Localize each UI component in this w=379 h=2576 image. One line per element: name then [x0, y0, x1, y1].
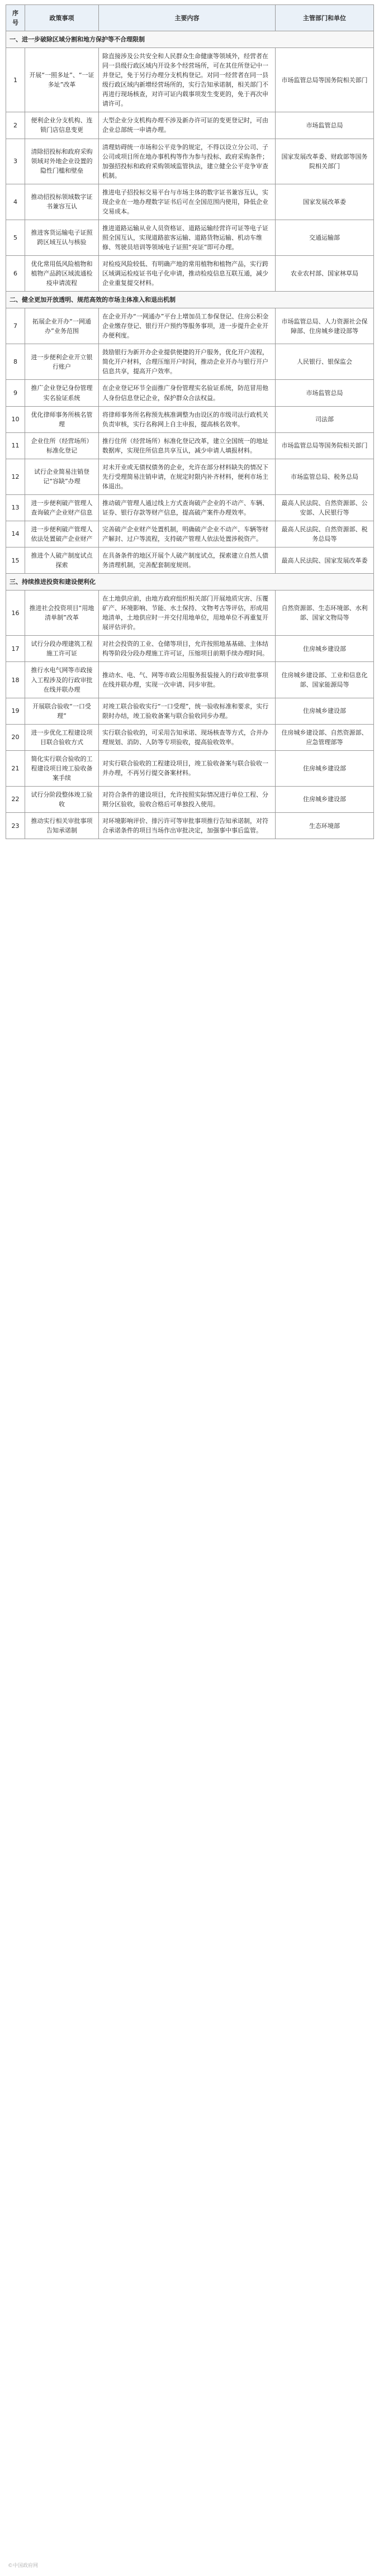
section-title: 三、持续推进投资和建设便利化 [6, 574, 374, 591]
table-row [6, 406, 374, 432]
cell-content: 推行住所（经营场所）标准化登记改革，建立全国统一的地址数据库，实现住所信息共享互认，减少申请人填报材料。 [99, 432, 276, 459]
cell-content: 在具备条件的地区开展个人破产制度试点，探索建立自然人债务清理机制，完善配套制度规则。 [99, 547, 276, 574]
table-row [6, 344, 374, 380]
table-row [6, 432, 374, 459]
cell-dept: 住房城乡建设部、工业和信息化部、国家能源局等 [276, 662, 374, 698]
table-row [6, 48, 374, 112]
cell-content: 推动破产管理人通过线上方式查询破产企业的不动产、车辆、证券、银行存款等财产信息，提高破产案件办理效率。 [99, 494, 276, 521]
cell-num: 8 [6, 344, 25, 380]
cell-num: 14 [6, 521, 25, 547]
section-row [6, 292, 374, 308]
cell-content: 对竣工联合验收实行“一口受理”，统一验收标准和要求，实行限时办结，竣工验收备案与联合验收同步办理。 [99, 698, 276, 724]
cell-num: 20 [6, 724, 25, 750]
table-row [6, 662, 374, 698]
cell-num: 5 [6, 220, 25, 255]
cell-dept: 市场监管总局、人力资源社会保障部、住房城乡建设部等 [276, 308, 374, 344]
table-row [6, 591, 374, 636]
cell-content: 实行联合验收的，可采用告知承诺、现场核查等方式，合并办理规划、消防、人防等专项验收，提高验收效率。 [99, 724, 276, 750]
cell-item: 试行分段办理建筑工程施工许可证 [25, 636, 99, 662]
table-row [6, 494, 374, 521]
table-row [6, 750, 374, 786]
cell-num: 1 [6, 48, 25, 112]
cell-dept: 国家发展改革委 [276, 184, 374, 220]
cell-item: 推进社会投资项目“用地清单制”改革 [25, 591, 99, 636]
cell-dept: 国家发展改革委、财政部等国务院相关部门 [276, 139, 374, 184]
cell-item: 开展“一照多址”、“一证多址”改革 [25, 48, 99, 112]
cell-dept: 司法部 [276, 406, 374, 432]
table-row [6, 521, 374, 547]
cell-num: 10 [6, 406, 25, 432]
cell-content: 对实行联合验收的工程建设项目，竣工验收备案与联合验收一并办理，不再另行提交备案材料。 [99, 750, 276, 786]
table-row [6, 380, 374, 406]
cell-num: 11 [6, 432, 25, 459]
cell-num: 17 [6, 636, 25, 662]
cell-dept: 住房城乡建设部 [276, 698, 374, 724]
table-row [6, 308, 374, 344]
table-row [6, 112, 374, 139]
table-row [6, 698, 374, 724]
cell-item: 推动实行相关审批事项告知承诺制 [25, 813, 99, 839]
table-row [6, 786, 374, 812]
cell-content: 对社会投资的工业、仓储等项目，允许按照地基基础、主体结构等阶段分段办理施工许可证，压缩项目前期手续办理时间。 [99, 636, 276, 662]
cell-content: 清理妨碍统一市场和公平竞争的规定，不得以设立分公司、子公司或项目所在地办事机构等作为参与投标、政府采购条件；加强招投标和政府采购领域监管执法，建立健全公平竞争审查机制。 [99, 139, 276, 184]
cell-num: 2 [6, 112, 25, 139]
cell-item: 进一步便利破产管理人依法处置破产企业财产 [25, 521, 99, 547]
cell-dept: 农业农村部、国家林草局 [276, 255, 374, 291]
table-row [6, 459, 374, 494]
cell-dept: 自然资源部、生态环境部、水利部、国家文物局等 [276, 591, 374, 636]
cell-dept: 市场监管总局等国务院相关部门 [276, 48, 374, 112]
cell-num: 12 [6, 459, 25, 494]
header-num: 序号 [6, 5, 25, 31]
cell-item: 开展联合验收“一口受理” [25, 698, 99, 724]
cell-item: 试行分阶段整体竣工验收 [25, 786, 99, 812]
cell-item: 推进个人破产制度试点探索 [25, 547, 99, 574]
cell-dept: 市场监管总局 [276, 112, 374, 139]
cell-num: 19 [6, 698, 25, 724]
cell-content: 在企业登记环节全面推广身份管理实名验证系统，防范冒用他人身份信息登记企业，保护群众合法权益。 [99, 380, 276, 406]
cell-dept: 最高人民法院、国家发展改革委 [276, 547, 374, 574]
cell-dept: 住房城乡建设部 [276, 786, 374, 812]
cell-content: 大型企业分支机构办理不涉及新办许可证的变更登记时，可由企业总部统一申请办理。 [99, 112, 276, 139]
cell-num: 13 [6, 494, 25, 521]
cell-item: 拓展企业开办“一网通办”业务范围 [25, 308, 99, 344]
cell-dept: 生态环境部 [276, 813, 374, 839]
header-item: 政策事项 [25, 5, 99, 31]
watermark: ©中国政府网 [8, 2563, 39, 2569]
cell-item: 清除招投标和政府采购领域对外地企业设置的隐性门槛和壁垒 [25, 139, 99, 184]
cell-num: 16 [6, 591, 25, 636]
cell-item: 推动招投标领域数字证书兼容互认 [25, 184, 99, 220]
cell-item: 推广企业登记身份管理实名验证系统 [25, 380, 99, 406]
cell-item: 推进客货运输电子证照跨区域互认与核验 [25, 220, 99, 255]
section-row [6, 31, 374, 48]
table-row [6, 813, 374, 839]
cell-num: 3 [6, 139, 25, 184]
cell-content: 完善破产企业财产处置机制，明确破产企业不动产、车辆等财产解封、过户等流程，支持破产管理人依法处置涉税资产。 [99, 521, 276, 547]
table-body [6, 31, 374, 839]
cell-dept: 住房城乡建设部、自然资源部、应急管理部等 [276, 724, 374, 750]
header-dept: 主管部门和单位 [276, 5, 374, 31]
cell-dept: 市场监管总局、税务总局 [276, 459, 374, 494]
cell-content: 对环境影响评价、排污许可等审批事项推行告知承诺制，对符合承诺条件的项目当场作出审批决定，加强事中事后监管。 [99, 813, 276, 839]
cell-content: 对未开业或无债权债务的企业，允许在部分材料缺失的情况下先行受理简易注销申请，在规定时限内补齐材料，便利市场主体退出。 [99, 459, 276, 494]
cell-dept: 住房城乡建设部 [276, 636, 374, 662]
cell-content: 推动水、电、气、网等市政公用服务报装接入的行政审批事项在线并联办理，实现一次申请、同步审批。 [99, 662, 276, 698]
cell-item: 推行水电气网等市政接入工程涉及的行政审批在线并联办理 [25, 662, 99, 698]
cell-item: 优化常用低风险植物和植物产品跨区域流通检疫申请流程 [25, 255, 99, 291]
cell-num: 18 [6, 662, 25, 698]
header-content: 主要内容 [99, 5, 276, 31]
cell-content: 对符合条件的建设项目，允许按照实际情况进行单位工程、分期分区验收，验收合格后可单独投入使用。 [99, 786, 276, 812]
section-title: 二、健全更加开放透明、规范高效的市场主体准入和退出机制 [6, 292, 374, 308]
cell-dept: 市场监管总局 [276, 380, 374, 406]
table-header [6, 5, 374, 31]
cell-content: 对检疫风险较低、有明确产地的常用植物和植物产品，实行跨区域调运检疫证书电子化申请，推动检疫信息互联互通，减少企业重复提交材料。 [99, 255, 276, 291]
cell-content: 将律师事务所名称预先核准调整为由设区的市级司法行政机关负责审核，实行名称网上自主申报，提高核名效率。 [99, 406, 276, 432]
section-title: 一、进一步破除区域分割和地方保护等不合理限制 [6, 31, 374, 48]
cell-content: 鼓励银行为新开办企业提供便捷的开户服务，优化开户流程，简化开户材料，合理压缩开户时间，推动企业开办与银行开户信息共享，提高开户效率。 [99, 344, 276, 380]
cell-dept: 交通运输部 [276, 220, 374, 255]
table-row [6, 636, 374, 662]
cell-num: 9 [6, 380, 25, 406]
cell-content: 推进电子招投标交易平台与市场主体的数字证书兼容互认，实现企业在一地办理数字证书后可在全国范围内使用，降低企业交易成本。 [99, 184, 276, 220]
cell-dept: 市场监管总局等国务院相关部门 [276, 432, 374, 459]
cell-item: 简化实行联合验收的工程建设项目竣工验收备案手续 [25, 750, 99, 786]
cell-dept: 住房城乡建设部 [276, 750, 374, 786]
table-row [6, 547, 374, 574]
cell-content: 在土地供应前，由地方政府组织相关部门开展地质灾害、压覆矿产、环境影响、节能、水土保持、文物考古等评估，形成用地清单，土地供应时一并交付用地单位，用地单位不再重复开展评估评价。 [99, 591, 276, 636]
page [0, 0, 379, 850]
cell-dept: 人民银行、银保监会 [276, 344, 374, 380]
cell-num: 7 [6, 308, 25, 344]
table-row [6, 255, 374, 291]
cell-content: 推进道路运输从业人员资格证、道路运输经营许可证等电子证照全国互认，实现道路旅客运输、道路货物运输、机动车维修、驾驶员培训等领域电子证照“亮证”即可办理。 [99, 220, 276, 255]
cell-num: 21 [6, 750, 25, 786]
cell-dept: 最高人民法院、自然资源部、公安部、人民银行等 [276, 494, 374, 521]
policy-table [6, 4, 374, 839]
cell-dept: 最高人民法院、自然资源部、税务总局等 [276, 521, 374, 547]
section-row [6, 574, 374, 591]
cell-num: 6 [6, 255, 25, 291]
table-row [6, 220, 374, 255]
cell-num: 23 [6, 813, 25, 839]
cell-content: 除直接涉及公共安全和人民群众生命健康等领域外，经营者在同一县级行政区域内开设多个经营场所，可在其住所登记中一并登记，免于另行办理分支机构登记。对同一经营者在同一县级行政区域内新增经营场所的，实行告知承诺制，相关部门不再进行现场核查，对许可证内载事项发生变更的，免于再次申请许可。 [99, 48, 276, 112]
cell-num: 15 [6, 547, 25, 574]
table-row [6, 139, 374, 184]
cell-num: 4 [6, 184, 25, 220]
cell-num: 22 [6, 786, 25, 812]
cell-item: 企业住所（经营场所）标准化登记 [25, 432, 99, 459]
cell-item: 进一步便利破产管理人查询破产企业财产信息 [25, 494, 99, 521]
cell-item: 进一步优化工程建设项目联合验收方式 [25, 724, 99, 750]
cell-item: 便利企业分支机构、连锁门店信息变更 [25, 112, 99, 139]
table-row [6, 724, 374, 750]
cell-item: 优化律师事务所核名管理 [25, 406, 99, 432]
table-row [6, 184, 374, 220]
cell-item: 试行企业简易注销登记“容缺”办理 [25, 459, 99, 494]
cell-content: 在企业开办“一网通办”平台上增加员工参保登记、住房公积金企业缴存登记、银行开户预约等服务事项，进一步提升企业开办便利度。 [99, 308, 276, 344]
cell-item: 进一步便利企业开立银行账户 [25, 344, 99, 380]
